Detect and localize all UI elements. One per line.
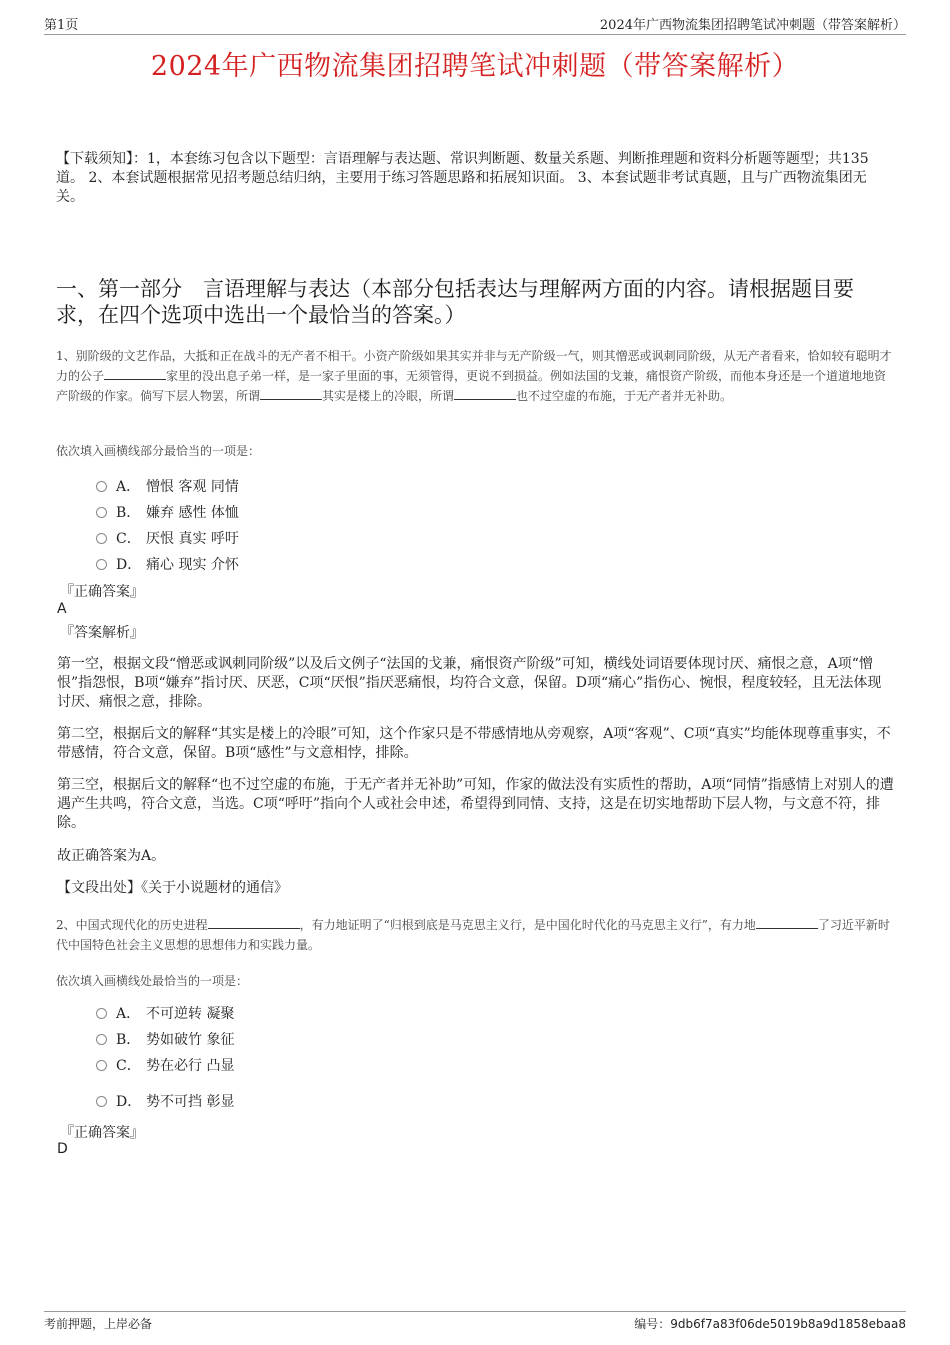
analysis-label: 『答案解析』 bbox=[60, 625, 144, 641]
question-2-options bbox=[96, 1000, 234, 1114]
blank-2 bbox=[756, 916, 818, 929]
answer-label: 『正确答案』 bbox=[60, 1125, 144, 1141]
footer-slogan: 考前押题，上岸必备 bbox=[44, 1317, 153, 1331]
blank-3 bbox=[454, 387, 516, 400]
analysis-conclusion: 故正确答案为A。 bbox=[57, 848, 166, 864]
document-title: 2024年广西物流集团招聘笔试冲刺题（带答案解析） bbox=[150, 51, 800, 82]
radio-icon[interactable] bbox=[96, 1060, 107, 1071]
blank-1 bbox=[104, 367, 166, 380]
option-d[interactable]: D． 势不可挡 彰显 bbox=[96, 1088, 234, 1114]
option-a[interactable]: A． 不可逆转 凝聚 bbox=[96, 1000, 234, 1026]
radio-icon[interactable] bbox=[96, 1008, 107, 1019]
page-footer bbox=[44, 1311, 906, 1332]
blank-2 bbox=[260, 387, 322, 400]
radio-icon[interactable] bbox=[96, 481, 107, 492]
analysis-paragraph-2: 第二空，根据后文的解释“其实是楼上的冷眼”可知，这个作家只是不带感情地从旁观察，A项“客观”、C项“真实”均能体现尊重事实，不带感情，符合文意，保留。B项“感性”与文意相悖，排除。 bbox=[57, 726, 891, 761]
question-1-options bbox=[96, 473, 239, 577]
radio-icon[interactable] bbox=[96, 1034, 107, 1045]
download-notice: 【下载须知】：1，本套练习包含以下题型：言语理解与表达题、常识判断题、数量关系题、判断推理题和资料分析题等题型；共135道。 2、本套试题根据常见招考题总结归纳，主要用于练习答题思路和拓展知识面。 3、本套试题非考试真题，且与广西物流集团无关。 bbox=[56, 151, 869, 205]
question-1-prompt: 依次填入画横线部分最恰当的一项是： bbox=[56, 444, 261, 458]
answer-value: A bbox=[57, 601, 67, 617]
analysis-paragraph-1: 第一空，根据文段“憎恶或讽刺同阶级”以及后文例子“法国的戈兼，痛恨资产阶级”可知，横线处词语要体现讨厌、痛恨之意，A项“憎恨”指怨恨，B项“嫌弃”指讨厌、厌恶，C项“厌恨”指厌恶痛恨，均符合文意，保留。D项“痛心”指伤心、惋恨，程度较轻，且无法体现讨厌、痛恨之意，排除。 bbox=[57, 656, 882, 710]
option-a[interactable]: A． 憎恨 客观 同情 bbox=[96, 473, 239, 499]
question-1-stem: 1、别阶级的文艺作品，大抵和正在战斗的无产者不相干。小资产阶级如果其实并非与无产阶级一气，则其憎恶或讽刺同阶级，从无产者看来，恰如较有聪明才力的公子 家里的没出息子弟一样，是一家子里面的事，无须管得，更说不到损益。例如法国的戈兼，痛恨资产阶级，而他本身还是一个道道地地资产阶级的作家。倘写下层人物罢，所谓 其实是楼上的冷眼，所谓 也不过空虚的布施，于无产者并无补助。 bbox=[56, 349, 892, 403]
option-b[interactable]: B． 嫌弃 感性 体恤 bbox=[96, 499, 239, 525]
text-source: 【文段出处】《关于小说题材的通信》 bbox=[57, 880, 288, 896]
option-d[interactable]: D． 痛心 现实 介怀 bbox=[96, 551, 239, 577]
option-b[interactable]: B． 势如破竹 象征 bbox=[96, 1026, 234, 1052]
analysis-paragraph-3: 第三空，根据后文的解释“也不过空虚的布施，于无产者并无补助”可知，作家的做法没有实质性的帮助，A项“同情”指感情上对别人的遭遇产生共鸣，符合文意，当选。C项“呼吁”指向个人或社会申述，希望得到同情、支持，这是在切实地帮助下层人物，与文意不符，排除。 bbox=[57, 777, 894, 831]
radio-icon[interactable] bbox=[96, 507, 107, 518]
page-number: 第1页 bbox=[44, 18, 79, 33]
section-title: 一、第一部分 言语理解与表达（本部分包括表达与理解两方面的内容。请根据题目要求，在四个选项中选出一个最恰当的答案。） bbox=[56, 277, 854, 327]
question-2-stem: 2、中国式现代化的历史进程 ，有力地证明了“归根到底是马克思主义行，是中国化时代化的马克思主义行”，有力地 了习近平新时代中国特色社会主义思想的思想伟力和实践力量。 bbox=[56, 918, 890, 952]
blank-1 bbox=[208, 916, 300, 929]
question-2-prompt: 依次填入画横线处最恰当的一项是： bbox=[56, 974, 249, 988]
radio-icon[interactable] bbox=[96, 533, 107, 544]
option-c[interactable]: C． 厌恨 真实 呼吁 bbox=[96, 525, 239, 551]
page-header bbox=[44, 14, 906, 35]
radio-icon[interactable] bbox=[96, 1096, 107, 1107]
option-c[interactable]: C． 势在必行 凸显 bbox=[96, 1052, 234, 1078]
header-doc-title: 2024年广西物流集团招聘笔试冲刺题（带答案解析） bbox=[599, 18, 906, 33]
radio-icon[interactable] bbox=[96, 559, 107, 570]
answer-label: 『正确答案』 bbox=[60, 584, 144, 600]
document-id: 编号：9db6f7a83f06de5019b8a9d1858ebaa8 bbox=[634, 1317, 906, 1331]
answer-value: D bbox=[57, 1141, 68, 1157]
